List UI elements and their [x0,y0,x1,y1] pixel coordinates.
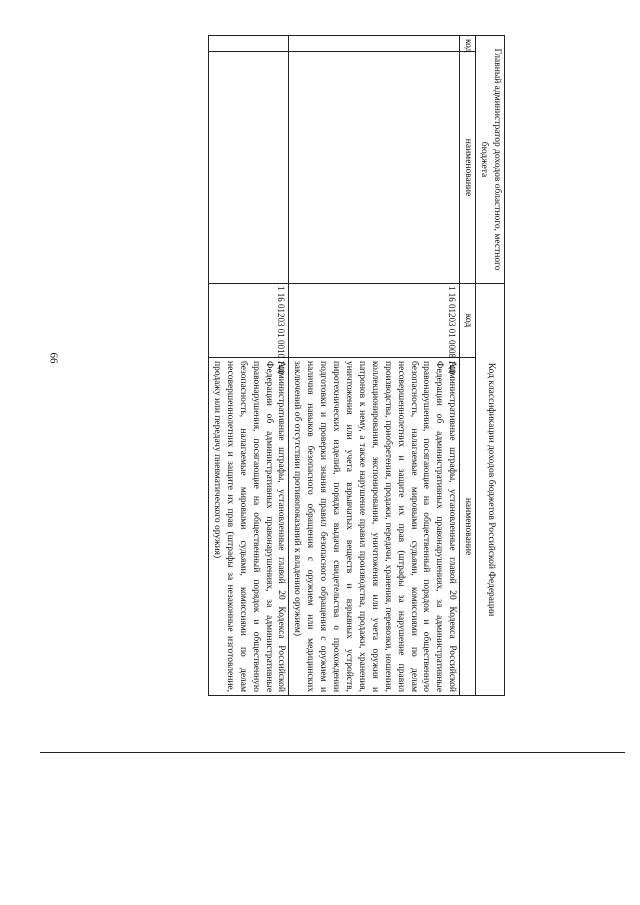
row-admin-name [289,52,460,284]
header-classification-code: код [460,284,476,358]
rotated-table-container [95,35,505,695]
page-divider-line [40,752,625,753]
row-classification-code: 1 16 01203 01 0010 140 [209,284,289,358]
row-admin-name [209,52,289,284]
page-number: 66 [47,352,60,364]
row-classification-code: 1 16 01203 01 0008 140 [289,284,460,358]
row-admin-code [289,36,460,52]
table-row [289,36,460,696]
header-admin-code: код [460,36,476,52]
row-classification-name: Административные штрафы, установленные главой 20 Кодекса Российской Федерации об административных правонарушениях, за административные правонарушения, посягающие на общественный порядок и общественную безопасность, налагаемые мировыми судьями, комиссиями по делам несовершеннолетних и защите их прав (штрафы за нарушение правил производства, приобретения, продажи, передачи, хранения, перевозки, ношения, коллекционирования, экспонирования, уничтожения или учета оружия и патронов к нему, а также нарушение правил производства, продажи, хранения, уничтожения или учета взрывчатых веществ и взрывных устройств, пиротехнических изделий, порядка выдачи свидетельства о прохождении подготовки и проверки знания правил безопасного обращения с оружием и наличия навыков безопасного обращения с оружием или медицинских заключений об отсутствии противопоказаний к владению оружием) [289,358,460,696]
header-classification-group: Код классификации доходов бюджетов Российской Федерации [476,284,505,696]
table-row [209,36,289,696]
header-admin-name: наименование [460,52,476,284]
revenue-classification-table [208,35,505,696]
header-classification-name: наименование [460,358,476,696]
row-classification-name: Административные штрафы, установленные главой 20 Кодекса Российской Федерации об административных правонарушениях, за административные правонарушения, посягающие на общественный порядок и общественную безопасность, налагаемые мировыми судьями, комиссиями по делам несовершеннолетних и защите их прав (штрафы за незаконные изготовление, продажу или передачу пневматического оружия) [209,358,289,696]
row-admin-code [209,36,289,52]
header-admin-group: Главный администратор доходов областного, местного бюджета [476,36,505,284]
